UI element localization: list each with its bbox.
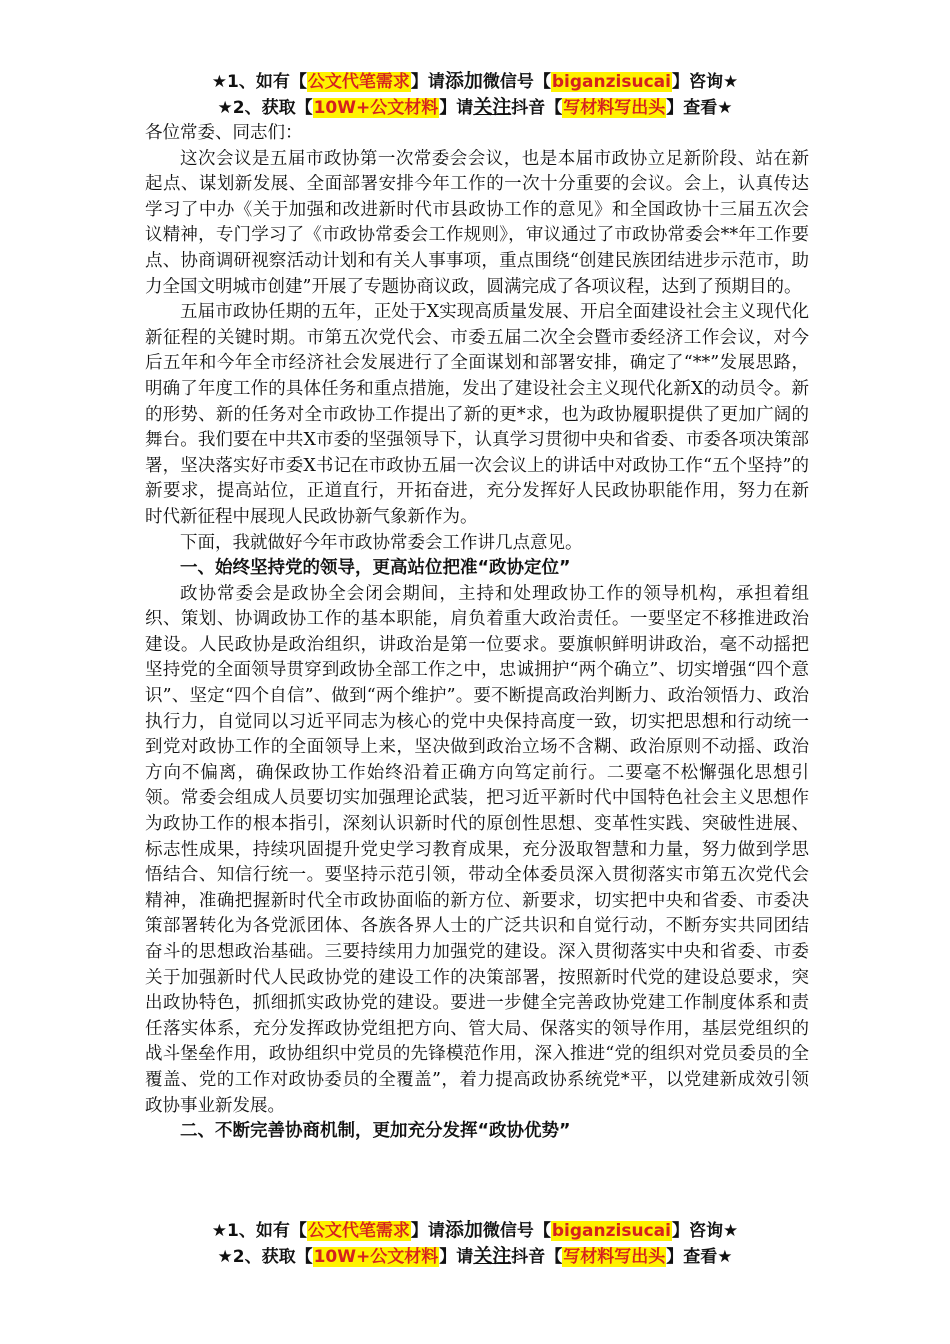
promo-text: 】咨询★ bbox=[671, 72, 739, 92]
promo-text: 抖音【 bbox=[511, 1247, 563, 1267]
wechat-id: biganzisucai bbox=[551, 72, 671, 92]
wechat-id: biganzisucai bbox=[551, 1221, 671, 1241]
paragraph: 下面，我就做好今年市政协常委会工作讲几点意见。 bbox=[180, 532, 583, 553]
promo-text: 】查看★ bbox=[666, 98, 733, 118]
promo-line-wechat bbox=[0, 1218, 950, 1243]
paragraph: 这次会议是五届市政协第一次常委会会议，也是本届市政协立足新阶段、站在新起点、谋划新发展、全面部署安排今年工作的一次十分重要的会议。会上，认真传达学习了中办《关于加强和改进新时代市县政协工作的意见》和全国政协十三届五次会议精神，专门学习了《市政协常委会工作规则》，审议通过了市政协常委会**年工作要点、协商调研视察活动计划和有关人事事项，重点围绕“创建民族团结进步示范市，助力全国文明城市创建”开展了专题协商议政，圆满完成了各项议程，达到了预期目的。 bbox=[145, 148, 809, 297]
promo-line-douyin bbox=[0, 1244, 950, 1269]
promo-text: 】请 bbox=[439, 98, 474, 118]
promo-emphasis: 关注 bbox=[473, 1245, 512, 1267]
promo-text: 】咨询★ bbox=[671, 1221, 739, 1241]
promo-highlight: 公文代笔需求 bbox=[307, 1221, 410, 1241]
promo-text: 】请 bbox=[439, 1247, 474, 1267]
promo-text: 】请 bbox=[410, 72, 445, 92]
promo-line-douyin bbox=[0, 95, 950, 120]
section-heading: 一、始终坚持党的领导，更高站位把准“政协定位” bbox=[180, 558, 571, 579]
douyin-account: 写材料写出头 bbox=[563, 98, 666, 118]
paragraph: 五届市政协任期的五年，正处于X实现高质量发展、开启全面建设社会主义现代化新征程的关键时期。市第五次党代会、市委五届二次全会暨市委经济工作会议，对今后五年和今年全市经济社会发展进行了全面谋划和部署安排，确定了“**”发展思路，明确了年度工作的具体任务和重点措施，发出了建设社会主义现代化新X的动员令。新的形势、新的任务对全市政协工作提出了新的更*求，也为政协履职提供了更加广阔的舞台。我们要在中共X市委的坚强领导下，认真学习贯彻中央和省委、市委各项决策部署，坚决落实好市委X书记在市政协五届一次会议上的讲话中对政协工作“五个坚持”的新要求，提高站位，正道直行，开拓奋进，充分发挥好人民政协职能作用，努力在新时代新征程中展现人民政协新气象新作为。 bbox=[145, 302, 809, 527]
douyin-account: 写材料写出头 bbox=[563, 1247, 666, 1267]
document-body bbox=[145, 121, 809, 1145]
promo-line-wechat bbox=[0, 69, 950, 94]
salutation: 各位常委、同志们： bbox=[145, 123, 303, 143]
promo-highlight: 10W+公文材料 bbox=[313, 1247, 439, 1267]
promo-text: 】请 bbox=[410, 1221, 445, 1241]
promo-text: 抖音【 bbox=[511, 98, 563, 118]
promo-text: 微信号【 bbox=[482, 1221, 551, 1241]
promo-text: 】查看★ bbox=[666, 1247, 733, 1267]
promo-emphasis: 添加 bbox=[444, 1219, 483, 1241]
section-heading: 二、不断完善协商机制，更加充分发挥“政协优势” bbox=[180, 1121, 571, 1142]
paragraph: 政协常委会是政协全会闭会期间，主持和处理政协工作的领导机构，承担着组织、策划、协调政协工作的基本职能，肩负着重大政治责任。一要坚定不移推进政治建设。人民政协是政治组织，讲政治是第一位要求。要旗帜鲜明讲政治，毫不动摇把坚持党的全面领导贯穿到政协全部工作之中，忠诚拥护“两个确立”、切实增强“四个意识”、坚定“四个自信”、做到“两个维护”。要不断提高政治判断力、政治领悟力、政治执行力，自觉同以习近平同志为核心的党中央保持高度一致，切实把思想和行动统一到党对政协工作的全面领导上来，坚决做到政治立场不含糊、政治原则不动摇、政治方向不偏离，确保政协工作始终沿着正确方向笃定前行。二要毫不松懈强化思想引领。常委会组成人员要切实加强理论武装，把习近平新时代中国特色社会主义思想作为政协工作的根本指引，深刻认识新时代的原创性思想、变革性实践、突破性进展、标志性成果，持续巩固提升党史学习教育成果，充分汲取智慧和力量，努力做到学思悟结合、知信行统一。要坚持示范引领，带动全体委员深入贯彻落实市第五次党代会精神，准确把握新时代全市政协面临的新方位、新要求，切实把中央和省委、市委决策部署转化为各党派团体、各族各界人士的广泛共识和自觉行动，不断夯实共同团结奋斗的思想政治基础。三要持续用力加强党的建设。深入贯彻落实中央和省委、市委关于加强新时代人民政协党的建设工作的决策部署，按照新时代党的建设总要求，突出政协特色，抓细抓实政协党的建设。要进一步健全完善政协党建工作制度体系和责任落实体系，充分发挥政协党组把方向、管大局、保落实的领导作用，基层党组织的战斗堡垒作用，政协组织中党员的先锋模范作用，深入推进“党的组织对党员委员的全覆盖、党的工作对政协委员的全覆盖”，着力提高政协系统党*平，以党建新成效引领政协事业新发展。 bbox=[145, 583, 809, 1116]
promo-emphasis: 添加 bbox=[444, 70, 483, 92]
promo-text: ★1、如有【 bbox=[211, 1221, 307, 1241]
promo-highlight: 公文代笔需求 bbox=[307, 72, 410, 92]
promo-highlight: 10W+公文材料 bbox=[313, 98, 439, 118]
promo-text: ★1、如有【 bbox=[211, 72, 307, 92]
promo-text: ★2、获取【 bbox=[217, 98, 313, 118]
promo-emphasis: 关注 bbox=[473, 96, 512, 118]
promo-text: 微信号【 bbox=[482, 72, 551, 92]
promo-text: ★2、获取【 bbox=[217, 1247, 313, 1267]
